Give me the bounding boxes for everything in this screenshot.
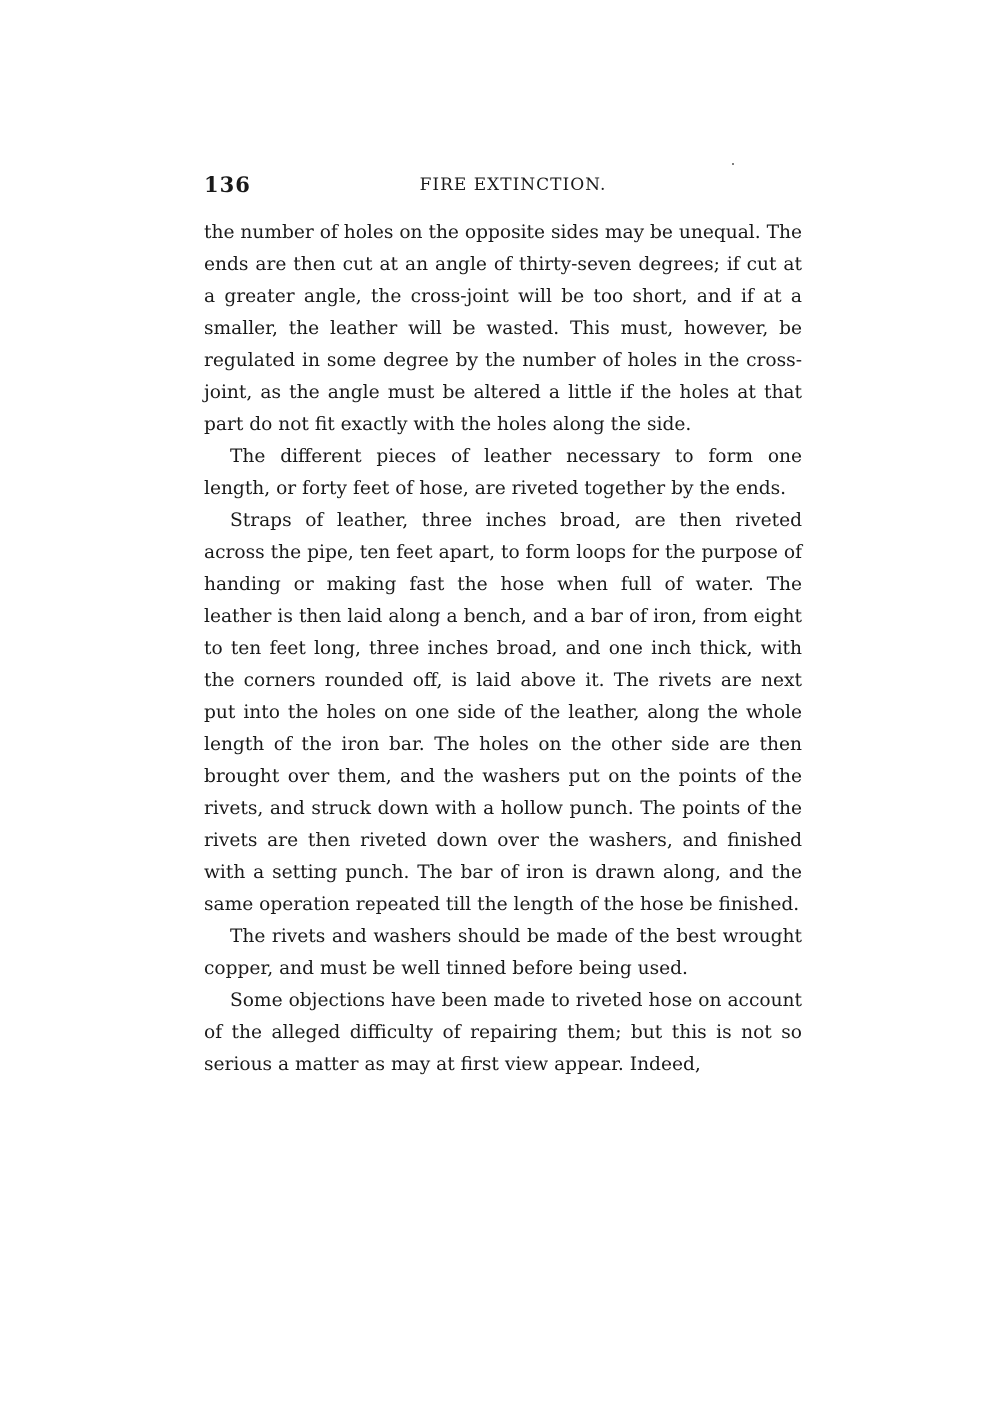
paragraph-continued: the number of holes on the opposite sides may be unequal. The ends are then cut at an angle of thirty-seven degrees; if cut at a greater angle, the cross-joint will be too short, and if at a smaller, the leather will be wasted. This must, however, be regulated in some degree by the number of holes in the cross-joint, as the angle must be altered a little if the holes at that part do not fit exactly with the holes along the side. [204,222,802,435]
body-text [204,217,802,1081]
paragraph: The different pieces of leather necessary to form one length, or forty feet of hose, are riveted together by the ends. [204,446,802,499]
paragraph: Some objections have been made to riveted hose on account of the alleged difficulty of repairing them; but this is not so serious a matter as may at first view appear. Indeed, [204,990,802,1075]
page-header [204,172,802,202]
paragraph: Straps of leather, three inches broad, are then riveted across the pipe, ten feet apart, to form loops for the purpose of handing or making fast the hose when full of water. The leather is then laid along a bench, and a bar of iron, from eight to ten feet long, three inches broad, and one inch thick, with the corners rounded off, is laid above it. The rivets are next put into the holes on one side of the leather, along the whole length of the iron bar. The holes on the other side are then brought over them, and the washers put on the points of the rivets, and struck down with a hollow punch. The points of the rivets are then riveted down over the washers, and finished with a setting punch. The bar of iron is drawn along, and the same operation repeated till the length of the hose be finished. [204,510,802,915]
running-title: FIRE EXTINCTION. [419,175,607,195]
page-number: 136 [204,172,251,197]
paper-speck [732,163,734,165]
paragraph: The rivets and washers should be made of the best wrought copper, and must be well tinned before being used. [204,926,802,979]
